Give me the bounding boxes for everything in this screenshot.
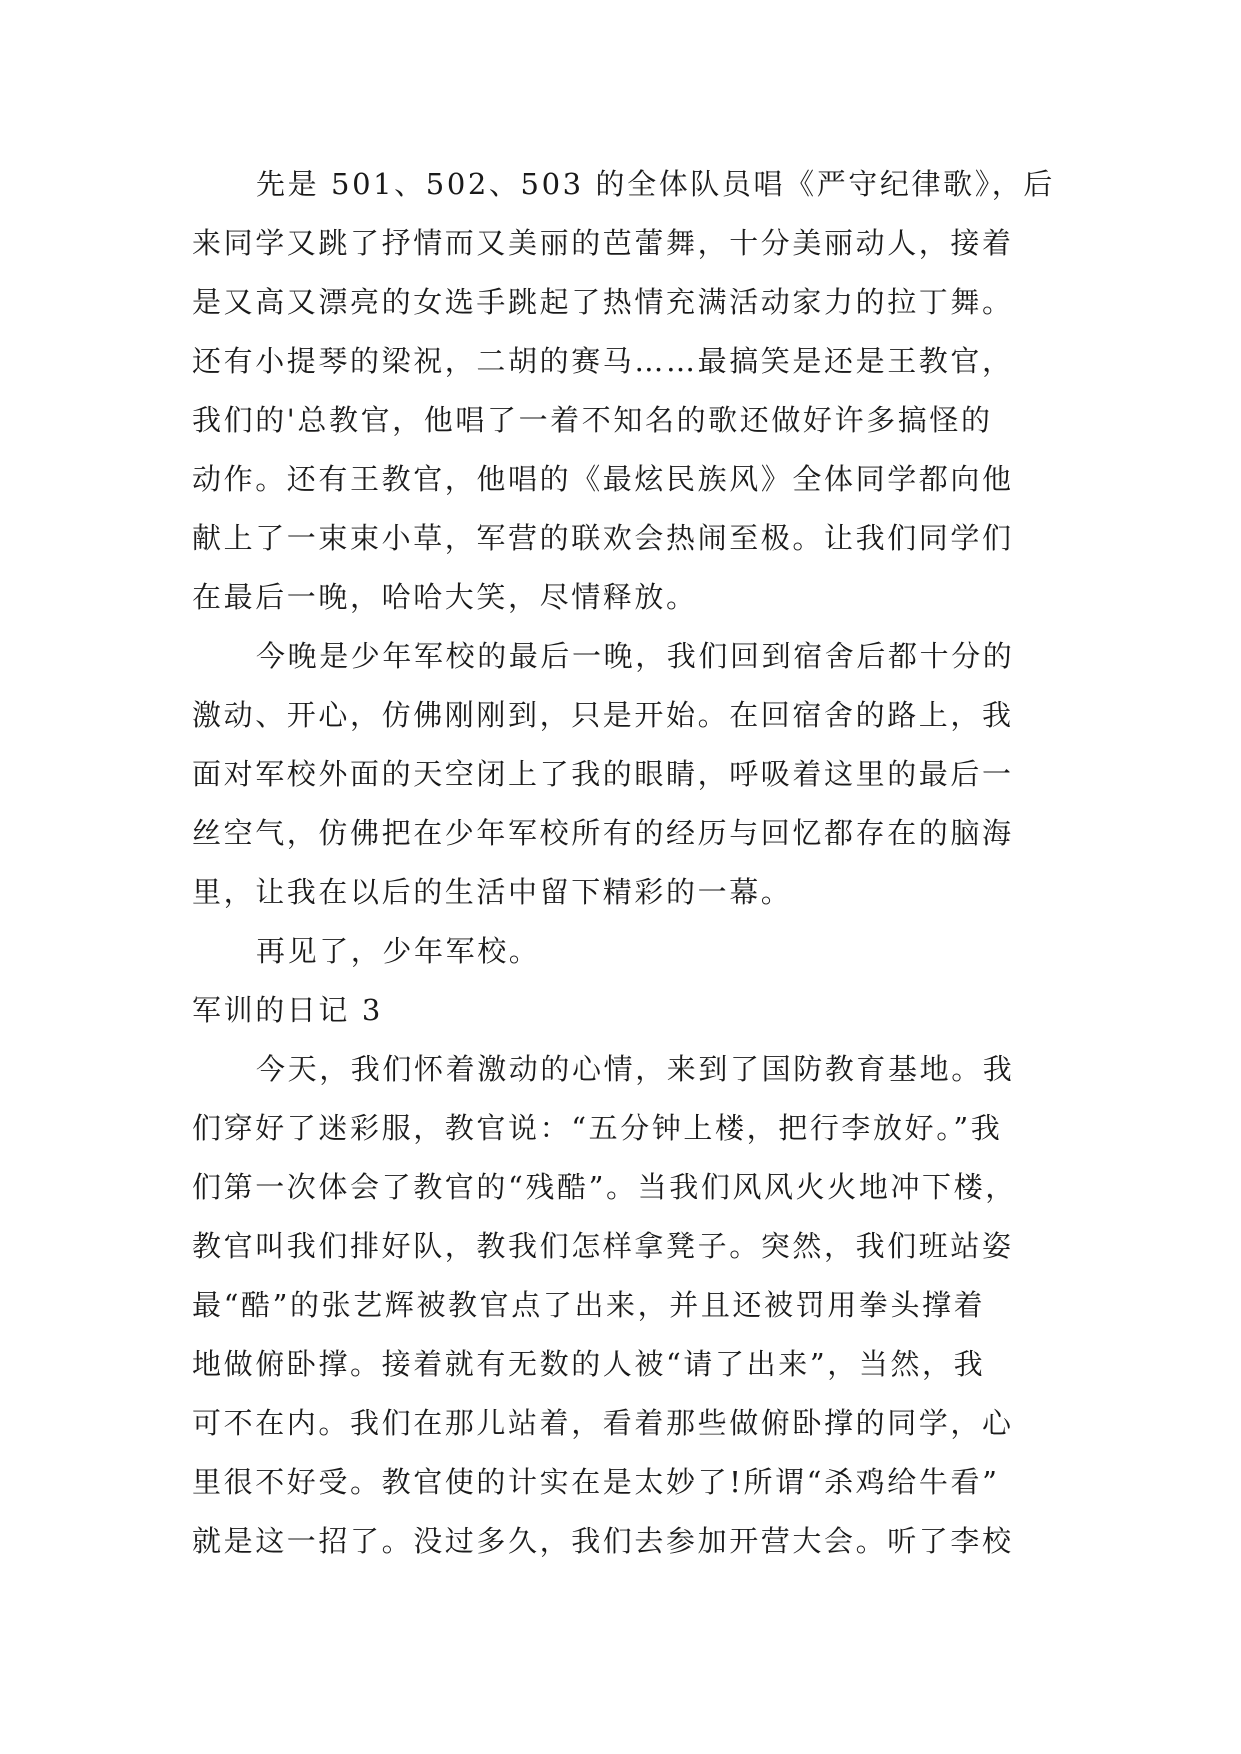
paragraph-line: 丝空气，仿佛把在少年军校所有的经历与回忆都存在的脑海 [192, 816, 1014, 850]
paragraph-line: 面对军校外面的天空闭上了我的眼睛，呼吸着这里的最后一 [192, 757, 1014, 791]
paragraph-line: 们穿好了迷彩服，教官说：“五分钟上楼，把行李放好。”我 [192, 1111, 1003, 1145]
paragraph-line: 献上了一束束小草，军营的联欢会热闹至极。让我们同学们 [192, 521, 1014, 555]
paragraph-line: 今天，我们怀着激动的心情，来到了国防教育基地。我 [256, 1052, 1015, 1086]
paragraph-line: 我们的'总教官，他唱了一着不知名的歌还做好许多搞怪的 [192, 403, 993, 437]
paragraph-line: 在最后一晚，哈哈大笑，尽情释放。 [192, 580, 698, 614]
paragraph-line: 激动、开心，仿佛刚刚到，只是开始。在回宿舍的路上，我 [192, 698, 1014, 732]
paragraph-line: 还有小提琴的梁祝，二胡的赛马……最搞笑是还是王教官， [192, 344, 1014, 378]
paragraph-line: 最“酷”的张艺辉被教官点了出来，并且还被罚用拳头撑着 [192, 1288, 986, 1322]
paragraph-line: 来同学又跳了抒情而又美丽的芭蕾舞，十分美丽动人，接着 [192, 226, 1014, 260]
section-heading: 军训的日记 3 [192, 993, 383, 1027]
paragraph-line: 就是这一招了。没过多久，我们去参加开营大会。听了李校 [192, 1524, 1014, 1558]
paragraph-line: 先是 501、502、503 的全体队员唱《严守纪律歌》，后 [256, 167, 1055, 201]
paragraph-line: 们第一次体会了教官的“残酷”。当我们风风火火地冲下楼， [192, 1170, 1017, 1204]
paragraph-line: 动作。还有王教官，他唱的《最炫民族风》全体同学都向他 [192, 462, 1014, 496]
paragraph-line: 教官叫我们排好队，教我们怎样拿凳子。突然，我们班站姿 [192, 1229, 1014, 1263]
paragraph-line: 是又高又漂亮的女选手跳起了热情充满活动家力的拉丁舞。 [192, 285, 1014, 319]
paragraph-line: 地做俯卧撑。接着就有无数的人被“请了出来”，当然，我 [192, 1347, 986, 1381]
paragraph-line: 今晚是少年军校的最后一晚，我们回到宿舍后都十分的 [256, 639, 1015, 673]
paragraph-line: 里，让我在以后的生活中留下精彩的一幕。 [192, 875, 793, 909]
paragraph-line: 可不在内。我们在那儿站着，看着那些做俯卧撑的同学，心 [192, 1406, 1014, 1440]
paragraph-line: 里很不好受。教官使的计实在是太妙了!所谓“杀鸡给牛看” [192, 1465, 1000, 1499]
paragraph-line: 再见了，少年军校。 [256, 934, 541, 968]
